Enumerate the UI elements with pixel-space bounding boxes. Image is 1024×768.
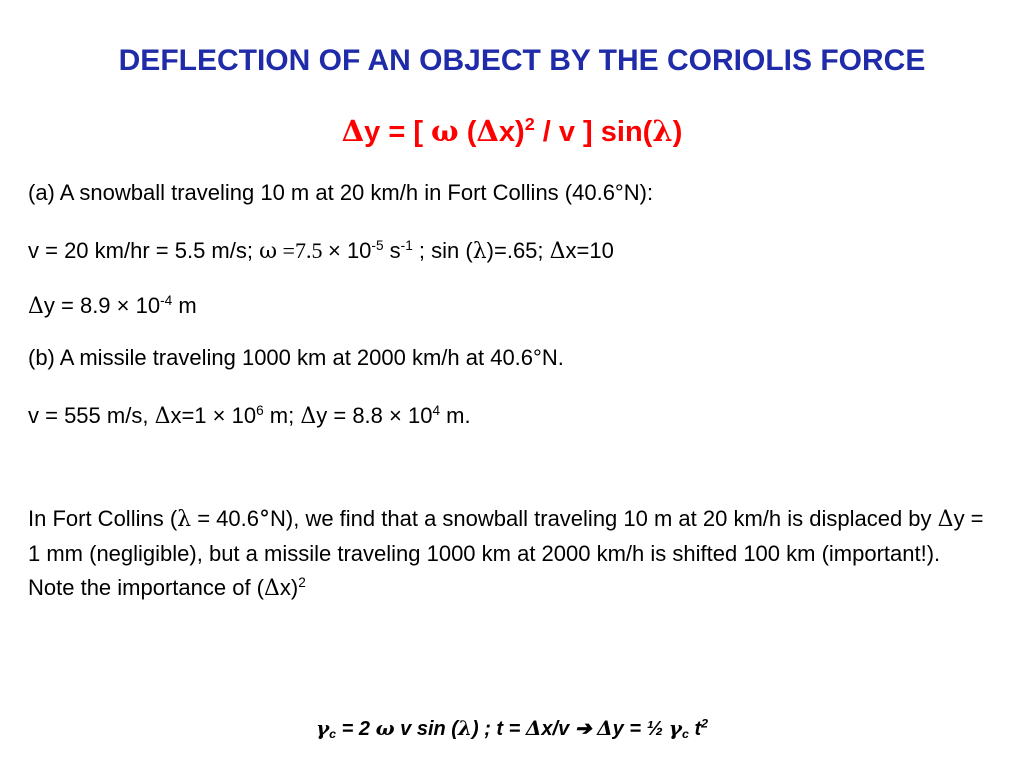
text: 10 (225, 403, 257, 428)
times-symbol: × (389, 403, 402, 428)
formula-text: y = [ (364, 116, 432, 148)
exponent: -4 (160, 292, 173, 308)
formula-text: ( (458, 116, 477, 148)
delta-symbol: Δ (476, 114, 499, 148)
text: y = 8.9 (43, 293, 117, 318)
delta-symbol: Δ (300, 404, 317, 429)
lambda-symbol: λ (177, 507, 192, 532)
text: x=1 (170, 403, 213, 428)
text: In Fort Collins ( (28, 506, 178, 531)
arrow-right-icon: ➔ (574, 716, 592, 740)
text: v sin ( (394, 718, 458, 740)
formula-text: ) (672, 116, 683, 148)
formula-text: / v ] sin( (534, 116, 653, 148)
text: v = 555 m/s, (28, 403, 155, 428)
omega-symbol: ω (375, 716, 395, 740)
text: m. (440, 403, 471, 428)
text: = 2 (336, 718, 376, 740)
lambda-symbol: λ (472, 239, 487, 264)
case-b-values (28, 403, 471, 429)
text: 10 (129, 293, 161, 318)
text: t (688, 718, 702, 740)
text: s (383, 238, 401, 263)
exponent: 2 (298, 574, 306, 590)
text: x) (279, 575, 299, 600)
exponent: 2 (701, 716, 709, 731)
text: )=.65; (486, 238, 550, 263)
delta-symbol: Δ (264, 576, 280, 601)
subscript: c (682, 727, 689, 742)
text: =7.5 (277, 238, 328, 263)
times-symbol: × (212, 403, 226, 428)
exponent: -5 (371, 237, 384, 253)
case-b-description: (b) A missile traveling 1000 km at 2000 km/h at 40.6°N. (28, 345, 564, 370)
lambda-symbol: λ (652, 114, 673, 148)
case-a-values (28, 238, 614, 264)
delta-symbol: Δ (154, 404, 171, 429)
text: 10 (340, 238, 372, 263)
degree-symbol: ° (259, 507, 270, 532)
text: = 40.6 (191, 506, 259, 531)
case-a-result (28, 293, 197, 319)
text: y = 8.8 (316, 403, 390, 428)
formula-text: x) (498, 116, 525, 148)
slide-title: DEFLECTION OF AN OBJECT BY THE CORIOLIS FORCE (118, 44, 926, 77)
case-a-description: (a) A snowball traveling 10 m at 20 km/h in Fort Collins (40.6°N): (28, 180, 654, 205)
bottom-formula (0, 716, 1024, 741)
delta-symbol: Δ (525, 716, 542, 740)
text: ; sin ( (412, 238, 473, 263)
delta-symbol: Δ (28, 294, 44, 319)
gamma-symbol: γ (315, 716, 330, 740)
delta-symbol: Δ (597, 716, 613, 740)
times-symbol: × (327, 238, 341, 263)
text: m; (263, 403, 301, 428)
text: v = 20 km/hr = 5.5 m/s; (28, 238, 260, 263)
omega-symbol: ω (431, 114, 459, 148)
delta-symbol: Δ (937, 507, 954, 532)
text: ) ; t = (472, 718, 526, 740)
delta-symbol: Δ (549, 239, 566, 264)
text: 10 (401, 403, 433, 428)
text: N), we find that a snowball traveling 10 m at 20 km/h is displaced by (270, 506, 938, 531)
omega-symbol: ω (259, 239, 278, 264)
formula-exponent: 2 (524, 114, 535, 135)
text: x=10 (565, 238, 614, 263)
gamma-symbol: γ (668, 716, 682, 740)
deflection-formula (0, 114, 1024, 149)
times-symbol: × (116, 293, 130, 318)
exponent: 4 (432, 402, 441, 418)
subscript: c (329, 727, 337, 742)
text: x/v (541, 718, 575, 740)
lambda-symbol: λ (457, 716, 472, 740)
exponent: 6 (256, 402, 264, 418)
text: y = ½ (612, 718, 669, 740)
delta-symbol: Δ (341, 114, 365, 148)
exponent: -1 (400, 237, 413, 253)
text: m (172, 293, 197, 318)
summary-paragraph (28, 502, 988, 606)
text: y = 1 mm (negligible), but a missile traveling 1000 km at 2000 km/h is shifted 100 km (important!). Note the importance of ( (28, 506, 984, 600)
